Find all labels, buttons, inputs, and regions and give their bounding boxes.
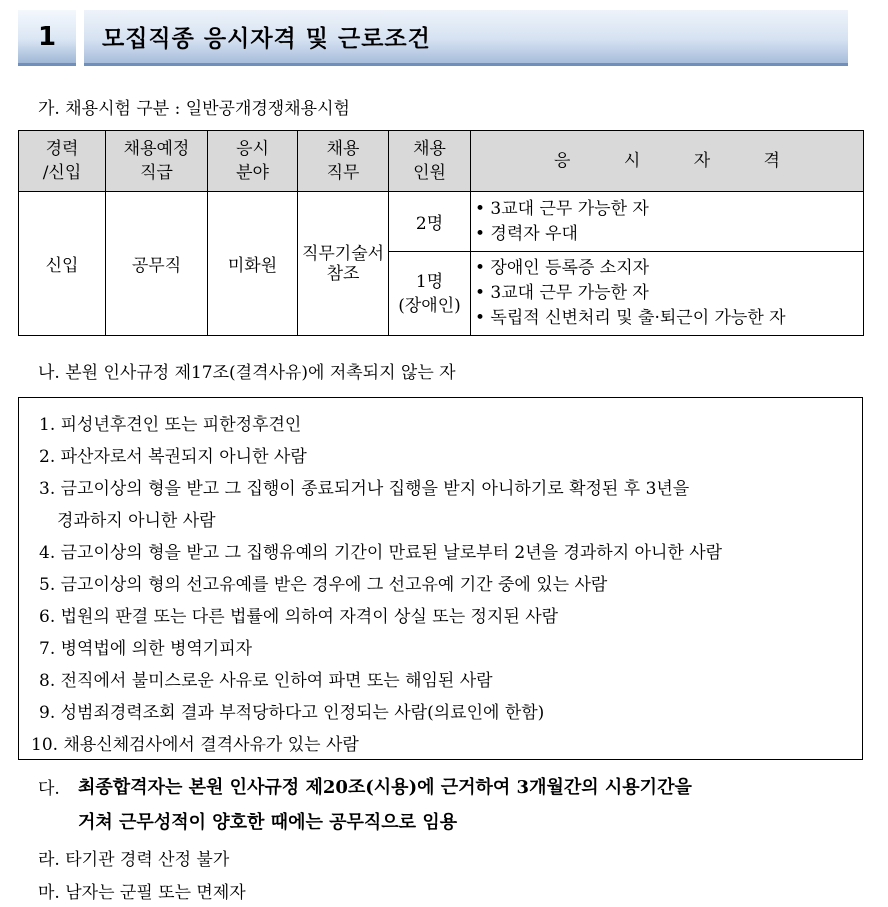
- header-field: 응시 분야: [208, 131, 298, 192]
- list-item: 9. 성범죄경력조회 결과 부적당하다고 인정되는 사람(의료인에 한함): [39, 703, 545, 723]
- military-note: 마. 남자는 군필 또는 면제자: [38, 883, 246, 903]
- table-row: [19, 192, 864, 252]
- career-note: 라. 타기관 경력 산정 불가: [38, 850, 230, 870]
- cell-career: 신입: [19, 192, 106, 336]
- header-duty: 채용 직무: [298, 131, 389, 192]
- table-header-row: [19, 131, 864, 192]
- header-career: 경력 /신입: [19, 131, 106, 192]
- list-item: 6. 법원의 판결 또는 다른 법률에 의하여 자격이 상실 또는 정지된 사람: [39, 607, 559, 627]
- cell-count-disabled: 1명 (장애인): [389, 252, 471, 336]
- disqualification-heading: 나. 본원 인사규정 제17조(결격사유)에 저촉되지 않는 자: [38, 363, 456, 383]
- probation-line-2: 거쳐 근무성적이 양호한 때에는 공무직으로 임용: [78, 812, 458, 833]
- list-item: 2. 파산자로서 복권되지 아니한 사람: [39, 447, 307, 467]
- list-item: 7. 병역법에 의한 병역기피자: [39, 639, 253, 659]
- list-item: 8. 전직에서 불미스로운 사유로 인하여 파면 또는 해임된 사람: [39, 671, 493, 691]
- exam-type-line: 가. 채용시험 구분 : 일반공개경쟁채용시험: [38, 99, 350, 119]
- list-item: 경과하지 아니한 사람: [57, 511, 216, 531]
- cell-qual-disabled: • 장애인 등록증 소지자 • 3교대 근무 가능한 자 • 독립적 신변처리 및 출·퇴근이 가능한 자: [471, 252, 864, 336]
- disqualification-box: [18, 397, 863, 760]
- header-count: 채용 인원: [389, 131, 471, 192]
- section-number: 1: [18, 10, 76, 66]
- cell-qual-general: • 3교대 근무 가능한 자 • 경력자 우대: [471, 192, 864, 252]
- list-item: 5. 금고이상의 형의 선고유예를 받은 경우에 그 선고유예 기간 중에 있는 사람: [39, 575, 608, 595]
- list-item: 10. 채용신체검사에서 결격사유가 있는 사람: [31, 735, 359, 755]
- probation-line-1: 최종합격자는 본원 인사규정 제20조(시용)에 근거하여 3개월간의 시용기간을: [78, 777, 692, 798]
- cell-field: 미화원: [208, 192, 298, 336]
- cell-duty: 직무기술서 참조: [298, 192, 389, 336]
- header-grade: 채용예정 직급: [106, 131, 208, 192]
- header-qualification: 응 시 자 격: [471, 131, 864, 192]
- list-item: 4. 금고이상의 형을 받고 그 집행유예의 기간이 만료된 날로부터 2년을 경과하지 아니한 사람: [39, 543, 723, 563]
- section-title: 모집직종 응시자격 및 근로조건: [84, 10, 848, 66]
- list-item: 3. 금고이상의 형을 받고 그 집행이 종료되거나 집행을 받지 아니하기로 확정된 후 3년을: [39, 479, 690, 499]
- recruitment-table: [18, 130, 864, 336]
- cell-count-general: 2명: [389, 192, 471, 252]
- list-item: 1. 피성년후견인 또는 피한정후견인: [39, 415, 302, 435]
- cell-grade: 공무직: [106, 192, 208, 336]
- probation-prefix: 다.: [38, 779, 60, 799]
